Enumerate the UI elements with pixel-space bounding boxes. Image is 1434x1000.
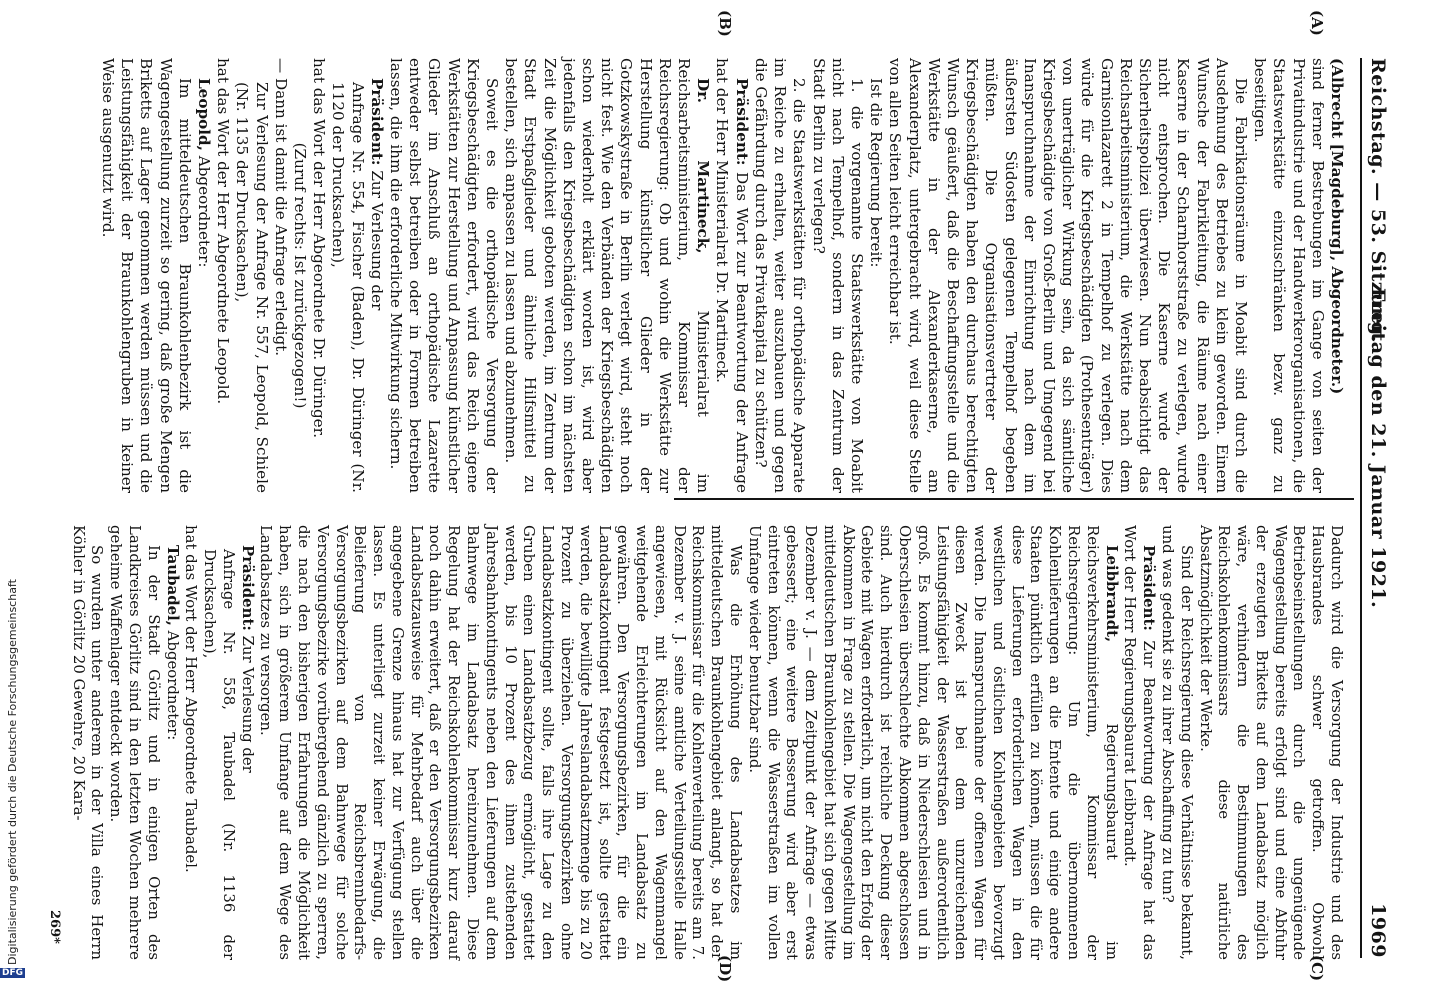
paragraph-text: Soweit es die orthopädische Versorgung der Kriegsbeschädigten erfordert, wird das Reich eigene Werkstätten zur Herstellung und Anpassung künstlicher Glieder im Anschluß an orthopädische Lazarette entweder selbst betreiben oder in Formen betreiben lassen, die ihm die erforderliche Mitwirkung sichern. [387,58,502,493]
paragraph-text: hat das Wort der Herr Abgeordnete Taubadel. [182,525,201,873]
paragraph-text: Dadurch wird die Versorgung der Industrie und des Hausbrandes schwer getroffen. Obwohl Betriebseinstellungen durch die ungenügende Wagengestellung bereits erfolgt sind und eine Abfuhr der erzeugten Briketts auf dem Landabsatz möglich wäre, verhindern die Bestimmungen des Reichskohlenkommissars diese natürliche Absatzmöglichkeit der Werke. [1196,525,1346,960]
paragraph-text: 2. die Staatswerkstätten für orthopädische Apparate im Reiche zu erhalten, weiter auszubauen und gegen die Gefährdung durch das Privatkapital zu schützen? [751,58,809,493]
paragraph [1250,58,1327,493]
paragraph [194,58,213,493]
speaker-name: Präsident: [367,78,386,166]
header-session: Reichstag. — 53. Sitzung. [1367,58,1389,343]
paragraph-text: Zur Beantwortung der Anfrage hat das Wort der Herr Regierungsbaurat Leibbrandt. [1121,525,1159,960]
paragraph-text: Im mitteldeutschen Braunkohlenbezirk ist die Wagengestellung zurzeit so gering, daß große Mengen Briketts auf Lager genommen werden müssen und die Leistungsfähigkeit der Braunkohlengruben in keiner Weise ausgenutzt wird. [99,58,194,493]
paragraph-text: Sind der Reichsregierung diese Verhältnisse bekannt, und was gedenkt sie zu ihrer Abschaffung zu tun? [1158,525,1196,960]
paragraph [200,525,238,960]
paragraph [182,525,201,960]
speaker-name: (Albrecht [Magdeburg], Abgeordneter.) [1328,58,1346,395]
paragraph-text: — Dann ist damit die Anfrage erledigt. [271,58,290,357]
margin-mark-a: (A) [1308,10,1326,36]
paragraph [98,58,194,493]
paragraph [309,58,328,493]
speaker-name: Leopold, [195,78,214,151]
paragraph-text: Zur Verlesung der [238,635,257,773]
paragraph [238,525,257,960]
right-column [69,525,1346,960]
speaker-name: Präsident: [1140,545,1159,631]
paragraph [271,58,290,493]
paragraph-text: So wurden unter anderem in der Villa eines Herrn Köhler in Görlitz 20 Gewehre, 20 Kara- [69,525,107,960]
margin-mark-d: (D) [716,955,734,983]
paragraph [367,58,386,493]
paragraph-text: Die Fabrikationsräume in Moabit sind durch die Ausdehnung des Betriebes zu klein geworden. Einem Wunsche der Fabrikleitung, die Räume nach einer Kaserne in der Scharnhorststraße zu verlegen, wurde nicht entsprochen. Die Kaserne wurde der Sicherheitspolizei überwiesen. Nun beabsichtigt das Reichsarbeitsministerium, die Werkstätte nach dem Garnisonlazarett 2 in Tempelhof zu verlegen. Dies würde für die Kriegsbeschädigten (Prothesenträger) von unerträglicher Wirkung sein, da sich sämtliche Kriegsbeschädigte von Groß-Berlin und Umgegend bei Inanspruchnahme der Einrichtung nach dem im äußersten Südosten gelegenen Tempelhof begeben müßten. Die Organisationsvertreter der Kriegsbeschädigten haben den durchaus berechtigten Wunsch geäußert, daß die Beschaffungsstelle und die Werkstätte in der Alexanderkaserne, am Alexanderplatz, untergebracht wird, weil diese Stelle von allen Seiten leicht erreichbar ist. [886,58,1250,493]
paragraph-text: Regierungsbaurat im Reichsverkehrsministerium, Kommissar der Reichsregierung: Um die übernommenen Kohlenlieferungen an die Entente und einige andere Staaten pünktlich erfüllen zu können, müssen die für diese Lieferungen erforderlichen Wagen in den westlichen und östlichen Kohlengebieten bevorzugt werden. Die Inanspruchnahme der offenen Wagen für diesen Zweck ist bei dem unzureichenden Leistungsfähigkeit der Wasserstraßen außerordentlich groß. Es kommt hinzu, daß in Niederschlesien und in Oberschlesien überschlechte Abkommen abgeschlossen sind. Auch hierdurch ist reichliche Deckung dieser Gebiete mit Wagen erforderlich, um nicht den Erfolg der Abkommen in Frage zu stellen. Die Wagengestellung im mitteldeutschen Braunkohlengebiet hat sich gegen Mitte Dezember v. J. — dem Zeitpunkt der Anfrage — etwas gebessert; eine weitere Besserung wird aber erst eintreten können, wenn die Wasserstraßen im vollen Umfange wieder benutzbar sind. [745,525,1121,960]
paragraph [69,525,107,960]
signature-mark: 269* [47,910,62,944]
paragraph [1196,525,1346,960]
paragraph [1327,58,1346,493]
paragraph-text: Zur Verlesung der Anfrage Nr. 557, Leopold, Schiele (Nr. 1135 der Drucksachen), [233,82,271,493]
speaker-name: Dr. Martineck, [694,78,713,254]
speaker-name: Leibbrandt, [1102,545,1121,643]
paragraph-text: sind ferner Bestrebungen im Gange von seiten der Privatindustrie und der Handwerkerorganisationen, die Staatswerkstätte einzuschränken bezw. ganz zu beseitigen. [1251,58,1327,493]
column-divider [674,498,1354,500]
paragraph-text: hat das Wort der Herr Abgeordnete Leopold. [214,58,233,405]
paragraph [1121,525,1159,960]
paragraph-text: In der Stadt Görlitz und in einigen Orten des Landkreises Görlitz sind in den letzten Wochen mehrere geheime Waffenlager entdeckt worden. [107,525,163,960]
paragraph-text: hat das Wort der Herr Abgeordnete Dr. Düringer. [310,58,329,439]
paragraph-text: Was die Erhöhung des Landabsatzes im mitteldeutschen Braunkohlengebiet anlangt, so hat der Reichskommissar für die Kohlenverteilung bereits am 7. Dezember v. J. seine amtliche Verteilungsstelle Halle angewiesen, mit Rücksicht auf den Wagenmangel weitgehende Erleichterungen im Landabsatz zu gewähren. Den Versorgungsbezirken, für die ein Landabsatzkontingent festgesetzt ist, sollte gestattet werden, die bewilligte Jahreslandabsatzmenge bis zu 20 Prozent zu überziehen. Versorgungsbezirken ohne Landabsatzkontingent sollte, falls ihre Lage zu den Gruben einen Landabsatzbezug ermöglicht, gestattet werden, bis 10 Prozent des ihnen zustehenden Jahresbahnkontingents neben den Lieferungen auf dem Bahnwege im Landabsatz hereinzunehmen. Diese Regelung hat der Reichskohlenkommissar kurz darauf noch dahin erweitert, daß er den Versorgungsbezirken Landabsatzausweise für Mehrbedarf auch über die angegebene Grenze hinaus hat zur Verfügung stellen lassen. Es unterliegt zurzeit keiner Erwägung, die Belieferung von Reichsbrennbedarfs-Versorgungsbezirken auf dem Bahnwege für solche Versorgungsbezirke vorübergehend gänzlich zu sperren, die nach den bisherigen Erfahrungen die Möglichkeit haben, sich in größerem Umfange auf dem Wege des Landabsatzes zu versorgen. [257,525,745,960]
paragraph [808,58,866,493]
speaker-name: Taubadel, [163,545,182,626]
digitization-credit: Digitalisierung gefördert durch die Deutsche Forschungsgemeinschaft [6,579,19,965]
paragraph-text: Ministerialrat im Reichsarbeitsministerium, Kommissar der Reichsregierung: Ob und wohin die Werkstätte zur Herstellung künstlicher Glieder in der Gotzkowskystraße in Berlin verlegt wird, steht noch nicht fest. Wie den Verbänden der Kriegsbeschädigten schon wiederholt erklärt worden ist, wird aber jedenfalls den Kriegsbeschädigten schon im nächsten Zeit die Möglichkeit geboten werden, im Zentrum der Stadt Erstpaßglieder und ähnliche Hilfsmittel zu bestellen, sich anpassen zu lassen und abzunehmen. [502,58,713,493]
page-header [1359,58,1389,958]
paragraph-text: Das Wort zur Beantwortung der Anfrage hat der Herr Ministerialrat Dr. Martineck. [713,58,751,493]
paragraph [328,58,366,493]
paragraph [106,525,162,960]
paragraph-text: Ist die Regierung bereit: [867,78,886,268]
paragraph [501,58,712,493]
paragraph [866,58,885,493]
paragraph [290,58,309,493]
paragraph [712,58,750,493]
paragraph [163,525,182,960]
header-rule [1360,58,1362,958]
paragraph-text: 1. die vorgenannte Staatswerkstätte von Moabit nicht nach Tempelhof, sondern in das Zentrum der Stadt Berlin zu verlegen? [809,58,866,493]
speaker-name: Präsident: [732,78,751,166]
paragraph [1158,525,1196,960]
header-date: Freitag den 21. Januar 1921. [1367,288,1389,609]
speaker-name: Präsident: [238,545,257,631]
paragraph [386,58,501,493]
paragraph-text: Anfrage Nr. 558, Taubadel (Nr. 1136 der Drucksachen), [201,549,238,960]
paragraph [751,58,809,493]
page-number: 1969 [1367,903,1389,958]
paragraph-text: Zur Verlesung der [367,170,386,311]
paragraph-text: Abgeordneter: [163,630,182,741]
paragraph-text: Anfrage Nr. 554, Fischer (Baden), Dr. Düringer (Nr. 1120 der Drucksachen), [329,82,367,493]
paragraph-text: (Zuruf rechts: Ist zurückgezogen!) [291,142,310,409]
paragraph [232,58,270,493]
left-column [98,58,1346,493]
margin-mark-c: (C) [1308,955,1326,982]
paragraph [257,525,745,960]
dfg-logo: DFG [2,968,24,978]
paragraph [745,525,1121,960]
paragraph [213,58,232,493]
margin-mark-b: (B) [716,10,734,37]
paragraph-text: Abgeordneter: [195,155,214,268]
paragraph [885,58,1250,493]
